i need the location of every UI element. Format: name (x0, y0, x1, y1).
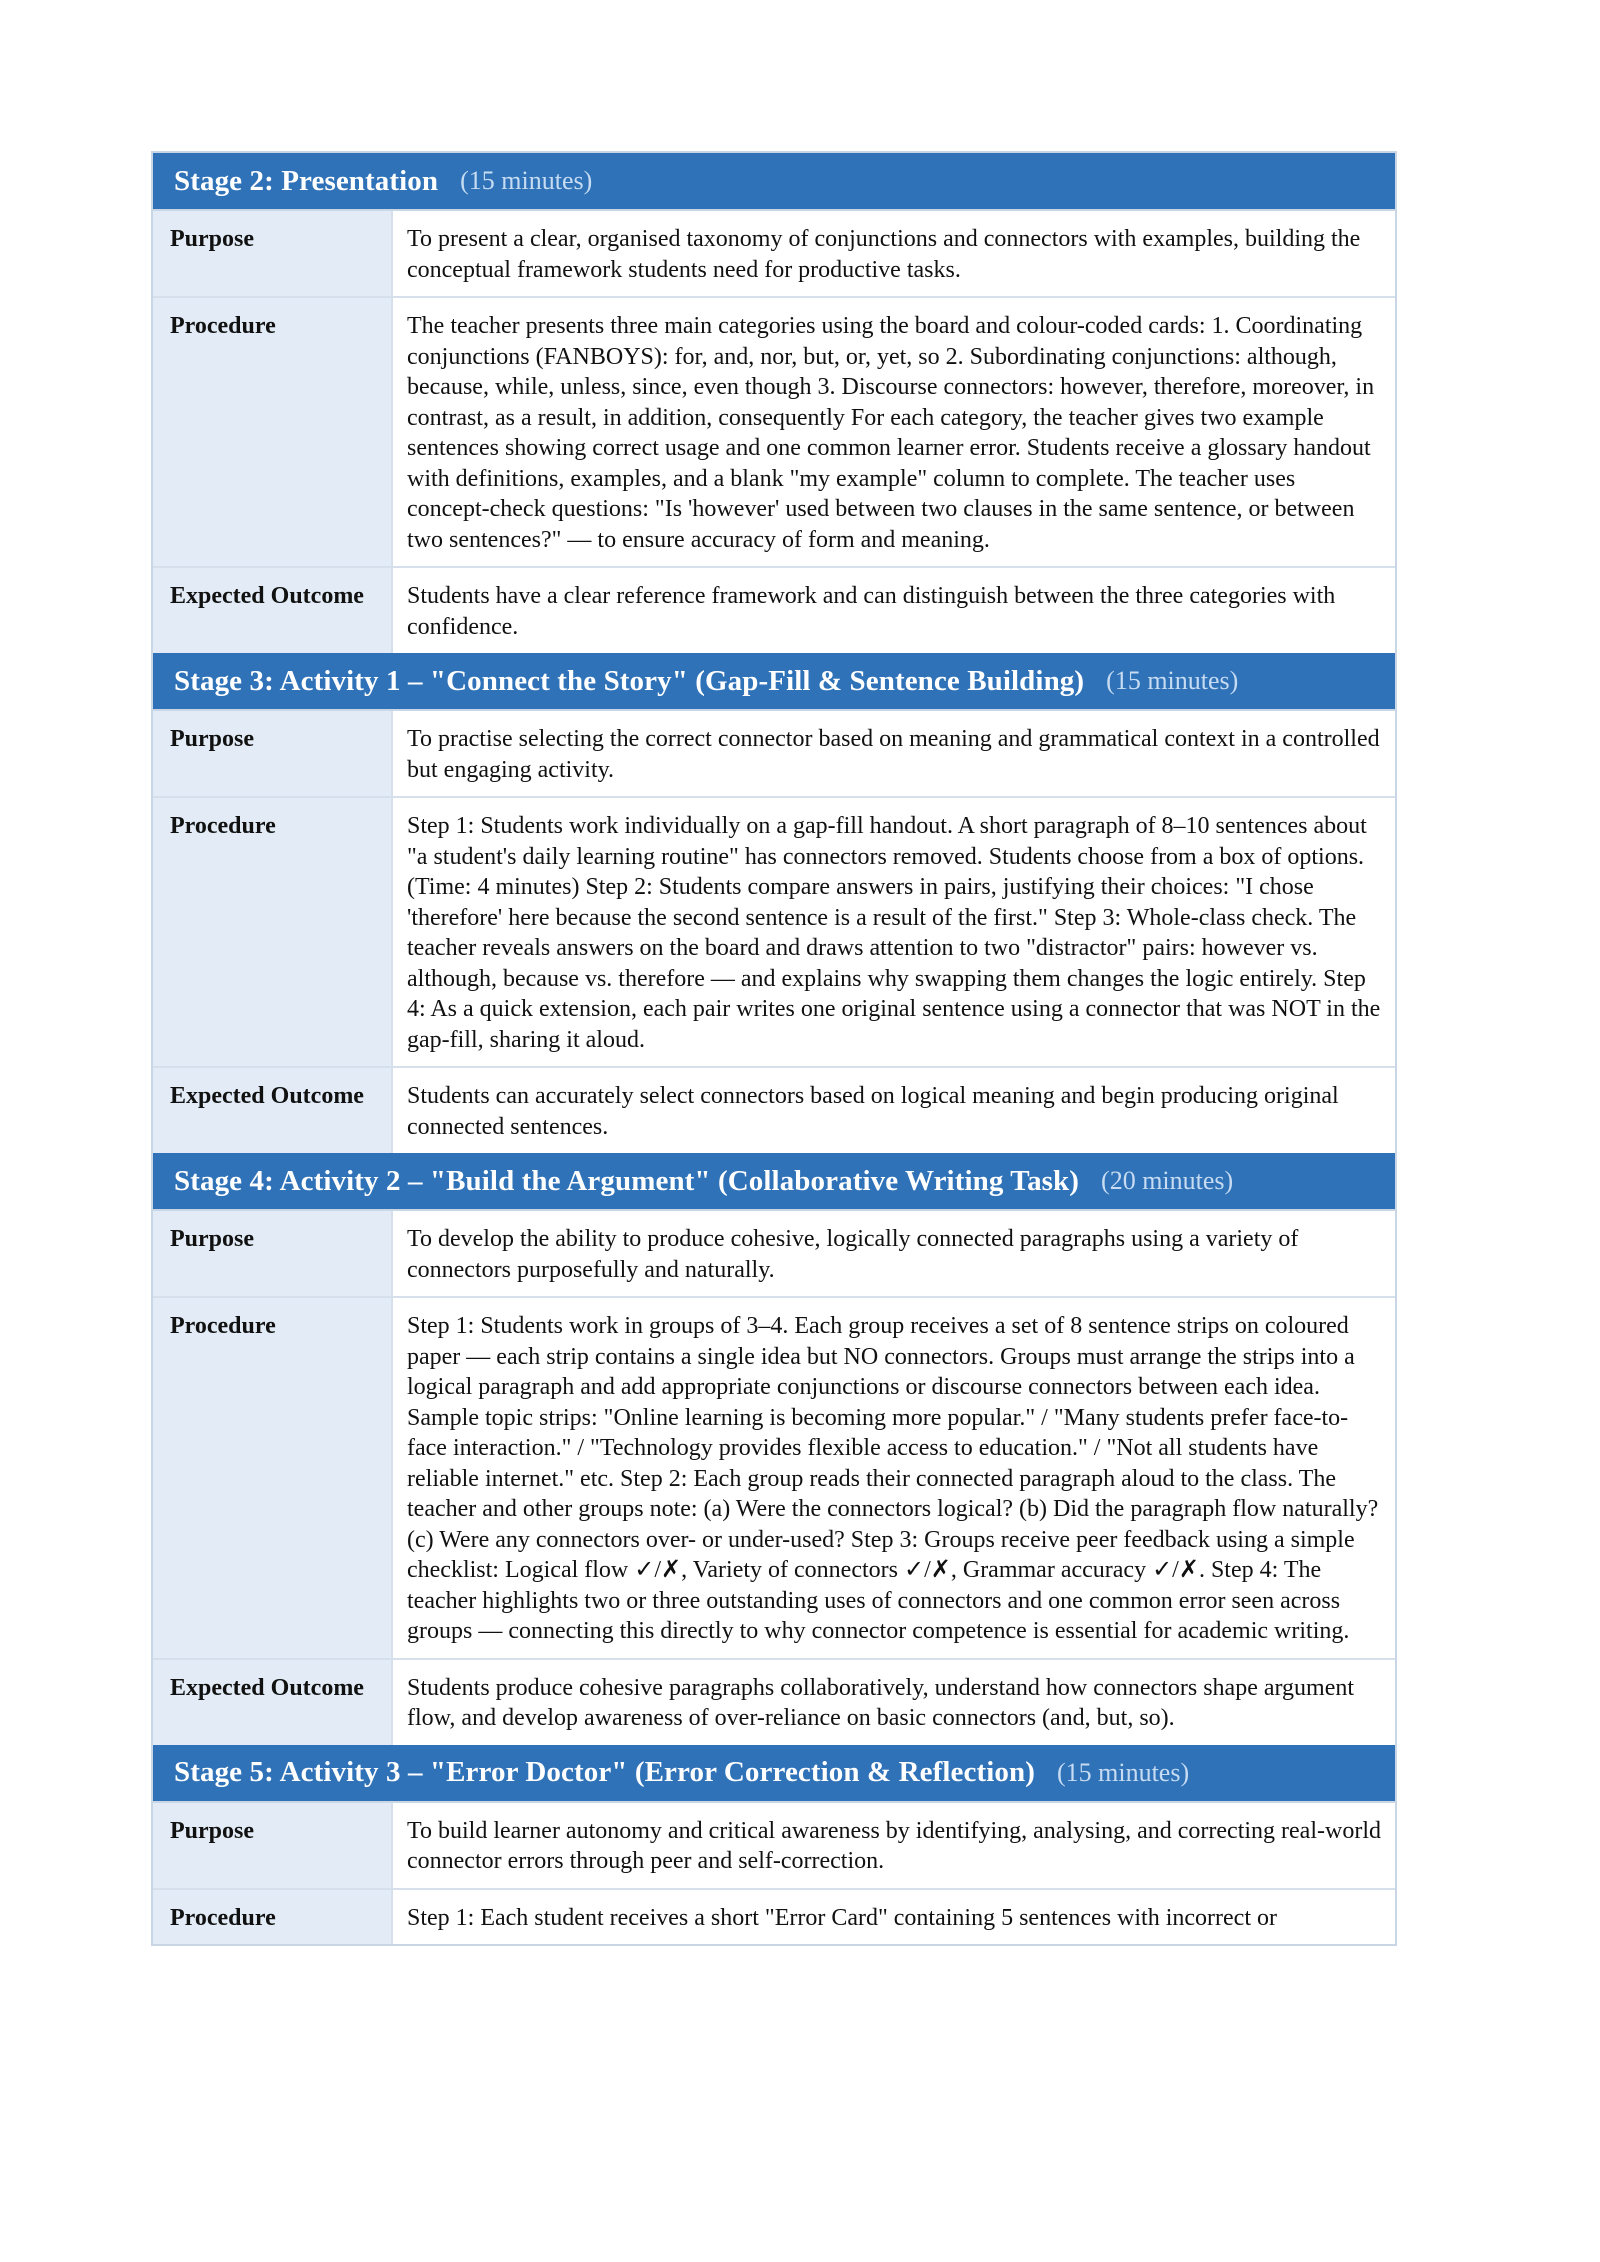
stage-2-section (153, 153, 1395, 653)
row-content: To practise selecting the correct connector based on meaning and grammatical context in a controlled but engaging activity. (393, 711, 1395, 796)
stage-header (153, 1153, 1395, 1211)
row-content: Students have a clear reference framework and can distinguish between the three categories with confidence. (393, 568, 1395, 653)
lesson-plan-table (151, 151, 1397, 1946)
stage-duration: (20 minutes) (1101, 1166, 1234, 1195)
row-label: Expected Outcome (153, 568, 393, 653)
row-content: To build learner autonomy and critical awareness by identifying, analysing, and correcting real-world connector errors through peer and self-correction. (393, 1803, 1395, 1888)
procedure-row (153, 1298, 1395, 1660)
row-label: Purpose (153, 1803, 393, 1888)
row-content: The teacher presents three main categories using the board and colour-coded cards: 1. Coordinating conjunctions (FANBOYS): for, and, nor, but, or, yet, so 2. Subordinating conjunctions: although, because, while, unless, since, even though 3. Discourse connectors: however, therefore, moreover, in contrast, as a result, in addition, consequently For each category, the teacher gives two example sentences showing correct usage and one common learner error. Students receive a glossary handout with definitions, examples, and a blank "my example" column to complete. The teacher uses concept-check questions: "Is 'however' used between two clauses in the same sentence, or between two sentences?" — to ensure accuracy of form and meaning. (393, 298, 1395, 566)
purpose-row (153, 711, 1395, 798)
stage-title: Stage 5: Activity 3 – "Error Doctor" (Error Correction & Reflection) (174, 1756, 1035, 1788)
stage-5-section (153, 1745, 1395, 1945)
row-content: To present a clear, organised taxonomy of conjunctions and connectors with examples, building the conceptual framework students need for productive tasks. (393, 211, 1395, 296)
row-content: Step 1: Students work in groups of 3–4. Each group receives a set of 8 sentence strips on coloured paper — each strip contains a single idea but NO connectors. Groups must arrange the strips into a logical paragraph and add appropriate conjunctions or discourse connectors between each idea. Sample topic strips: "Online learning is becoming more popular." / "Many students prefer face-to-face interaction." / "Technology provides flexible access to education." / "Not all students have reliable internet." etc. Step 2: Each group reads their connected paragraph aloud to the class. The teacher and other groups note: (a) Were the connectors logical? (b) Did the paragraph flow naturally? (c) Were any connectors over- or under-used? Step 3: Groups receive peer feedback using a simple checklist: Logical flow ✓/✗, Variety of connectors ✓/✗, Grammar accuracy ✓/✗. Step 4: The teacher highlights two or three outstanding uses of connectors and one common error seen across groups — connecting this directly to why connector competence is essential for academic writing. (393, 1298, 1395, 1658)
row-content: Students can accurately select connectors based on logical meaning and begin producing original connected sentences. (393, 1068, 1395, 1153)
row-content: Step 1: Students work individually on a gap-fill handout. A short paragraph of 8–10 sentences about "a student's daily learning routine" has connectors removed. Students choose from a box of options. (Time: 4 minutes) Step 2: Students compare answers in pairs, justifying their choices: "I chose 'therefore' here because the second sentence is a result of the first." Step 3: Whole-class check. The teacher reveals answers on the board and draws attention to two "distractor" pairs: however vs. although, because vs. therefore — and explains why swapping them changes the logic entirely. Step 4: As a quick extension, each pair writes one original sentence using a connector that was NOT in the gap-fill, sharing it aloud. (393, 798, 1395, 1066)
stage-duration: (15 minutes) (460, 166, 593, 195)
stage-title: Stage 4: Activity 2 – "Build the Argument" (Collaborative Writing Task) (174, 1164, 1080, 1197)
row-label: Procedure (153, 1890, 393, 1945)
stage-4-section (153, 1153, 1395, 1745)
row-content: To develop the ability to produce cohesive, logically connected paragraphs using a variety of connectors purposefully and naturally. (393, 1211, 1395, 1296)
purpose-row (153, 1803, 1395, 1890)
row-content: Students produce cohesive paragraphs collaboratively, understand how connectors shape argument flow, and develop awareness of over-reliance on basic connectors (and, but, so). (393, 1660, 1395, 1745)
expected-outcome-row (153, 1660, 1395, 1745)
row-content: Step 1: Each student receives a short "Error Card" containing 5 sentences with incorrect or (393, 1890, 1395, 1945)
row-label: Expected Outcome (153, 1068, 393, 1153)
stage-title: Stage 2: Presentation (174, 164, 439, 197)
stage-title: Stage 3: Activity 1 – "Connect the Story" (Gap-Fill & Sentence Building) (174, 664, 1085, 697)
row-label: Procedure (153, 798, 393, 1066)
procedure-row (153, 1890, 1395, 1945)
stage-header (153, 1745, 1395, 1803)
stage-3-section (153, 653, 1395, 1153)
expected-outcome-row (153, 568, 1395, 653)
row-label: Purpose (153, 711, 393, 796)
stage-duration: (15 minutes) (1106, 666, 1239, 695)
row-label: Purpose (153, 211, 393, 296)
row-label: Procedure (153, 298, 393, 566)
stage-header (153, 153, 1395, 211)
row-label: Expected Outcome (153, 1660, 393, 1745)
stage-header (153, 653, 1395, 711)
stage-duration: (15 minutes) (1056, 1757, 1190, 1787)
purpose-row (153, 1211, 1395, 1298)
procedure-row (153, 798, 1395, 1068)
expected-outcome-row (153, 1068, 1395, 1153)
procedure-row (153, 298, 1395, 568)
row-label: Purpose (153, 1211, 393, 1296)
row-label: Procedure (153, 1298, 393, 1658)
purpose-row (153, 211, 1395, 298)
